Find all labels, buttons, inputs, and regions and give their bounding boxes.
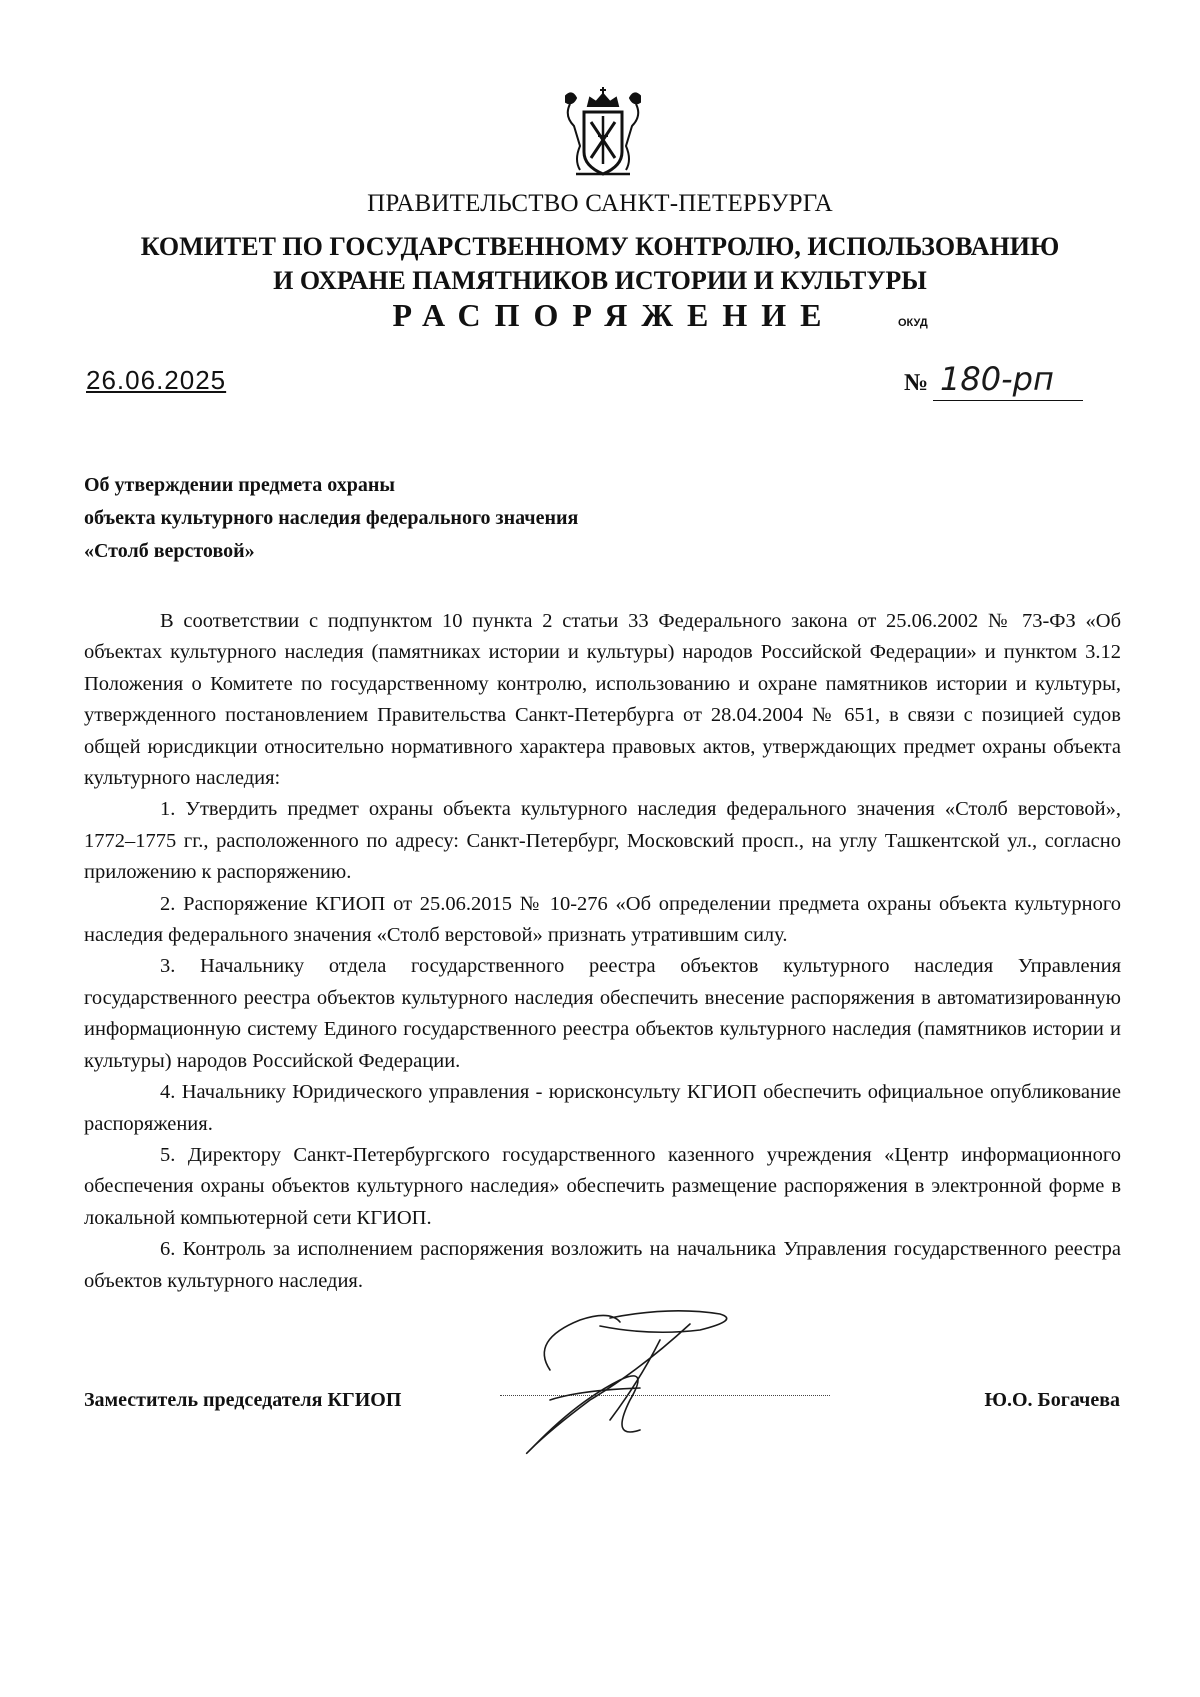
number-label: №: [904, 370, 929, 396]
order-item: 6. Контроль за исполнением распоряжения возложить на начальника Управления государственного реестра объектов культурного наследия.: [84, 1238, 1121, 1292]
signatory-title: Заместитель председателя КГИОП: [84, 1389, 402, 1411]
number-underline: [933, 400, 1083, 401]
government-heading: ПРАВИТЕЛЬСТВО САНКТ-ПЕТЕРБУРГА: [367, 190, 833, 217]
okud-label: ОКУД: [898, 317, 928, 329]
subject-line: объекта культурного наследия федерального значения: [84, 507, 579, 529]
document-type: РАСПОРЯЖЕНИЕ: [392, 297, 836, 333]
committee-heading: [0, 230, 1200, 298]
preamble-paragraph: В соответствии с подпунктом 10 пункта 2 статьи 33 Федерального закона от 25.06.2002 № 73-ФЗ «Об объектах культурного наследия (памятниках истории и культуры) народов Российской Федерации» и пунктом 3.12 Положения о Комитете по государственному контролю, использованию и охране памятников истории и культуры, утвержденного постановлением Правительства Санкт-Петербурга от 28.04.2004 № 651, в связи с позицией судов общей юрисдикции относительно нормативного характера правовых актов, утверждающих предмет охраны объекта культурного наследия:: [84, 610, 1121, 790]
subject-line: «Столб верстовой»: [84, 540, 255, 562]
coat-of-arms-icon: [560, 86, 646, 182]
document-number: 180-рп: [940, 360, 1054, 398]
order-item: 3. Начальнику отдела государственного реестра объектов культурного наследия Управления государственного реестра объектов культурного наследия обеспечить внесение распоряжения в автоматизированную информационную систему Единого государственного реестра объектов культурного наследия (памятников истории и культуры) народов Российской Федерации.: [84, 955, 1121, 1072]
document-date: 26.06.2025: [86, 365, 227, 395]
committee-heading-line1: КОМИТЕТ ПО ГОСУДАРСТВЕННОМУ КОНТРОЛЮ, ИСПОЛЬЗОВАНИЮ: [140, 232, 1060, 261]
committee-heading-line2: И ОХРАНЕ ПАМЯТНИКОВ ИСТОРИИ И КУЛЬТУРЫ: [273, 266, 927, 295]
order-item: 1. Утвердить предмет охраны объекта культурного наследия федерального значения «Столб верстовой», 1772–1775 гг., расположенного по адресу: Санкт-Петербург, Московский просп., на углу Ташкентской ул., согласно приложению к распоряжению.: [84, 798, 1121, 884]
order-item: 5. Директору Санкт-Петербургского государственного казенного учреждения «Центр информационного обеспечения охраны объектов культурного наследия» обеспечить размещение распоряжения в электронной форме в локальной компьютерной сети КГИОП.: [84, 1143, 1121, 1229]
signatory-name: Ю.О. Богачева: [984, 1389, 1120, 1411]
document-subject: [84, 469, 578, 568]
document-body: [84, 606, 1121, 1297]
subject-line: Об утверждении предмета охраны: [84, 474, 395, 496]
signature-image: [490, 1300, 780, 1470]
order-item: 4. Начальнику Юридического управления - юрисконсульту КГИОП обеспечить официальное опубликование распоряжения.: [84, 1081, 1121, 1135]
order-item: 2. Распоряжение КГИОП от 25.06.2015 № 10-276 «Об определении предмета охраны объекта культурного наследия федерального значения «Столб верстовой» признать утратившим силу.: [84, 892, 1121, 947]
